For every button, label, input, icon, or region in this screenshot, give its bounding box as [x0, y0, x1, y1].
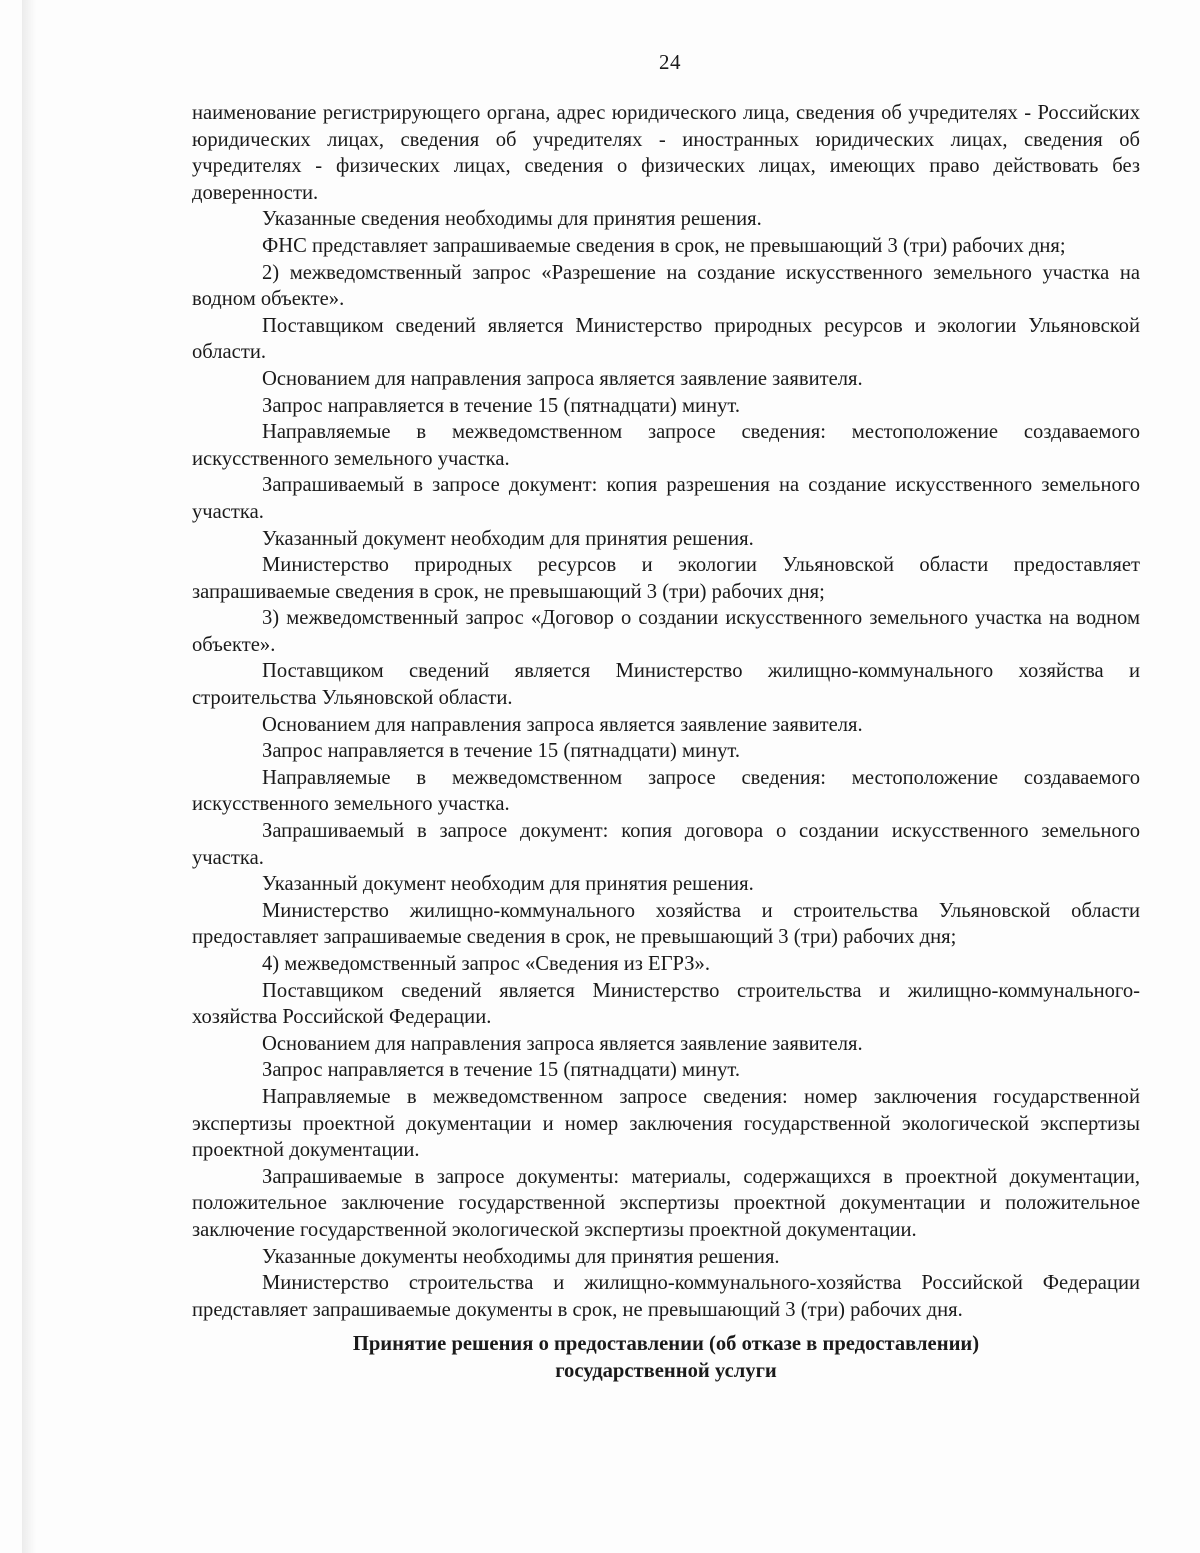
paragraph: Направляемые в межведомственном запросе сведения: номер заключения государственной экспертизы проектной документации и номер заключения государственной экологической экспертизы проектной документации. — [192, 1085, 1140, 1162]
paragraph: Запрашиваемый в запросе документ: копия разрешения на создание искусственного земельного участка. — [192, 474, 1140, 523]
paragraph: ФНС представляет запрашиваемые сведения в срок, не превышающий 3 (три) рабочих дня; — [262, 234, 1066, 257]
document-body — [192, 100, 1140, 1385]
paragraph: Указанный документ необходим для принятия решения. — [262, 873, 754, 896]
paragraph: 3) межведомственный запрос «Договор о создании искусственного земельного участка на водном объекте». — [192, 607, 1140, 656]
paragraph: Министерство строительства и жилищно-коммунального-хозяйства Российской Федерации представляет запрашиваемые документы в срок, не превышающий 3 (три) рабочих дня. — [192, 1272, 1140, 1321]
section-heading-line-2: государственной услуги — [555, 1360, 777, 1383]
paragraph: Запрашиваемый в запросе документ: копия договора о создании искусственного земельного участка. — [192, 820, 1140, 869]
paragraph: Направляемые в межведомственном запросе сведения: местоположение создаваемого искусственного земельного участка. — [192, 766, 1140, 816]
paragraph: Министерство жилищно-коммунального хозяйства и строительства Ульяновской области предоставляет запрашиваемые сведения в срок, не превышающий 3 (три) рабочих дня; — [192, 899, 1140, 949]
paragraph: Запрашиваемые в запросе документы: материалы, содержащихся в проектной документации, положительное заключение государственной экспертизы проектной документации и положительное заключение государственной экологической экспертизы проектной документации. — [192, 1165, 1140, 1241]
paragraph: Поставщиком сведений является Министерство строительства и жилищно-коммунального-хозяйства Российской Федерации. — [192, 979, 1140, 1029]
section-heading-line-1: Принятие решения о предоставлении (об отказе в предоставлении) — [352, 1333, 980, 1356]
paragraph: Запрос направляется в течение 15 (пятнадцати) минут. — [262, 1059, 740, 1082]
paragraph: Запрос направляется в течение 15 (пятнадцати) минут. — [262, 740, 740, 763]
paragraph: Министерство природных ресурсов и экологии Ульяновской области предоставляет запрашиваемые сведения в срок, не превышающий 3 (три) рабочих дня; — [192, 554, 1140, 603]
paragraph: наименование регистрирующего органа, адрес юридического лица, сведения об учредителях - Российских юридических лицах, сведения об учредителях - иностранных юридических лицах, сведения об учредителях - физических лицах, сведения о физических лицах, имеющих право действовать без доверенности. — [192, 102, 1140, 204]
paragraph-list — [192, 100, 1140, 1323]
paragraph: Поставщиком сведений является Министерство жилищно-коммунального хозяйства и строительства Ульяновской области. — [192, 660, 1140, 710]
paragraph: Основанием для направления запроса является заявление заявителя. — [262, 1032, 863, 1055]
paragraph: Поставщиком сведений является Министерство природных ресурсов и экологии Ульяновской области. — [192, 314, 1140, 364]
scan-edge-shadow — [22, 0, 36, 1553]
paragraph: Основанием для направления запроса является заявление заявителя. — [262, 367, 863, 390]
paragraph: Указанный документ необходим для принятия решения. — [262, 527, 754, 550]
paragraph: 4) межведомственный запрос «Сведения из ЕГРЗ». — [262, 953, 710, 975]
paragraph: Запрос направляется в течение 15 (пятнадцати) минут. — [262, 394, 740, 417]
page-number: 24 — [659, 50, 681, 74]
paragraph: 2) межведомственный запрос «Разрешение на создание искусственного земельного участка на водном объекте». — [192, 261, 1140, 311]
paragraph: Основанием для направления запроса является заявление заявителя. — [262, 713, 863, 736]
paragraph: Указанные сведения необходимы для принятия решения. — [262, 208, 762, 231]
paragraph: Указанные документы необходимы для принятия решения. — [262, 1245, 780, 1268]
section-heading — [192, 1331, 1140, 1385]
paragraph: Направляемые в межведомственном запросе сведения: местоположение создаваемого искусственного земельного участка. — [192, 421, 1140, 470]
